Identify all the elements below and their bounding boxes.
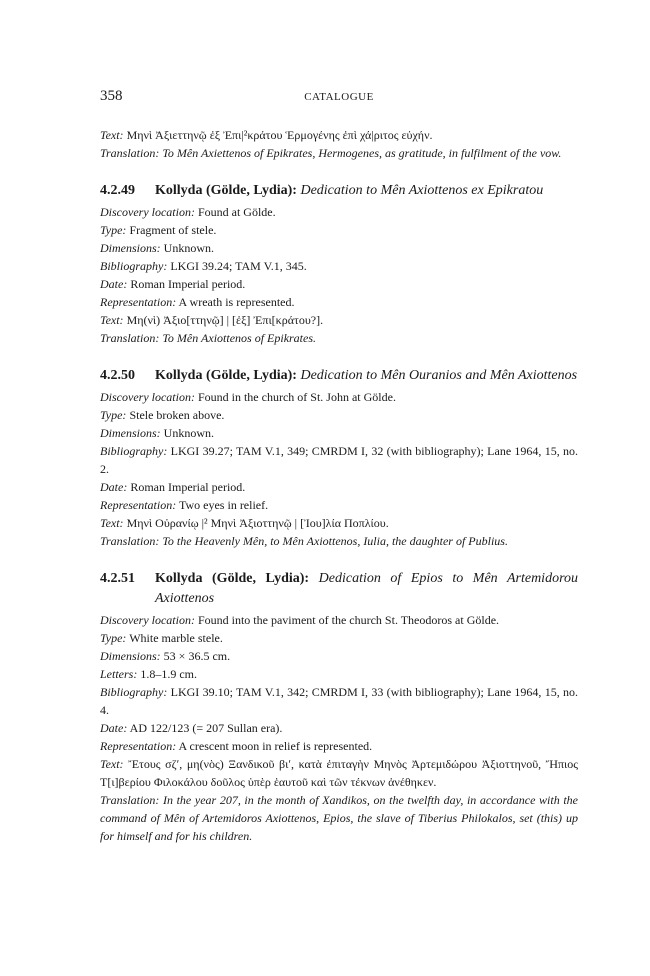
field-label: Text: (100, 516, 124, 530)
field-label: Text: (100, 128, 124, 142)
field-value: Found at Gölde. (197, 205, 276, 219)
entry-number: 4.2.50 (100, 368, 135, 383)
field-line (100, 611, 578, 629)
field-line (100, 442, 578, 478)
field-line (100, 275, 578, 293)
field-value: 1.8–1.9 cm. (140, 667, 198, 681)
field-label: Representation: (100, 739, 177, 753)
field-label: Translation: (100, 331, 160, 345)
entry-dedication: Dedication to Mên Axiottenos ex Epikratou (300, 183, 544, 198)
page-number: 358 (100, 88, 123, 104)
entry-place: Kollyda (Gölde, Lydia): (155, 571, 310, 586)
catalogue-page (100, 86, 578, 845)
field-line (100, 311, 578, 329)
field-value: Μη(νὶ) Ἀξιο[ττηνῷ] | [ἐξ] Ἐπι[κράτου?]. (126, 313, 324, 327)
field-label: Bibliography: (100, 685, 168, 699)
field-label: Letters: (100, 667, 138, 681)
field-label: Dimensions: (100, 426, 161, 440)
continued-entry (100, 126, 578, 162)
field-value: Μηνὶ Ἀξιεττηνῷ ἐξ Ἐπι|²κράτου Ἑρμογένης ἐπὶ χά|ριτος εὐχήν. (126, 128, 433, 142)
field-line (100, 329, 578, 347)
field-line (100, 406, 578, 424)
field-line (100, 257, 578, 275)
field-value: To Mên Axiottenos of Epikrates. (162, 331, 317, 345)
field-line (100, 203, 578, 221)
field-value: Found into the paviment of the church St. Theodoros at Gölde. (197, 613, 500, 627)
entry-place: Kollyda (Gölde, Lydia): (155, 183, 297, 198)
entry-dedication: Dedication of Epios to Mên Artemidorou Axiottenos (155, 571, 578, 606)
field-label: Translation: (100, 146, 160, 160)
field-label: Date: (100, 480, 128, 494)
field-value: To Mên Axiettenos of Epikrates, Hermogenes, as gratitude, in fulfilment of the vow. (162, 146, 562, 160)
field-value: White marble stele. (129, 631, 223, 645)
entry-number: 4.2.51 (100, 571, 135, 586)
field-label: Discovery location: (100, 390, 195, 404)
running-title: CATALOGUE (304, 91, 374, 103)
field-label: Dimensions: (100, 241, 161, 255)
field-value: Fragment of stele. (129, 223, 217, 237)
running-header (100, 86, 578, 108)
field-value: 53 × 36.5 cm. (163, 649, 231, 663)
field-label: Text: (100, 757, 124, 771)
field-label: Translation: (100, 534, 160, 548)
field-value: Roman Imperial period. (130, 480, 246, 494)
field-line (100, 221, 578, 239)
field-label: Text: (100, 313, 124, 327)
field-line (100, 496, 578, 514)
entry-dedication: Dedication to Mên Ouranios and Mên Axiottenos (300, 368, 578, 383)
field-label: Bibliography: (100, 259, 168, 273)
field-line (100, 737, 578, 755)
catalogue-entry (100, 366, 578, 550)
field-label: Type: (100, 631, 127, 645)
field-value: Roman Imperial period. (130, 277, 246, 291)
field-value: Ἔτους σζʹ, μη(νὸς) Ξανδικοῦ βιʹ, κατὰ ἐπιταγὴν Μηνὸς Ἀρτεμιδώρου Ἀξιοττηνοῦ, Ἤπιος Τ[ι]βερίου Φιλοκάλου δοῦλος ὑπὲρ ἑαυτοῦ καὶ τῶν τέκνων ἀνέθηκεν. (100, 757, 579, 789)
entry-place: Kollyda (Gölde, Lydia): (155, 368, 297, 383)
entry-title (155, 181, 578, 201)
field-label: Bibliography: (100, 444, 168, 458)
translation-line (100, 144, 578, 162)
field-label: Type: (100, 408, 127, 422)
entry-number: 4.2.49 (100, 183, 135, 198)
entry-heading (100, 569, 578, 609)
field-line (100, 683, 578, 719)
field-value: Unknown. (163, 426, 215, 440)
field-value: Found in the church of St. John at Gölde. (197, 390, 396, 404)
field-value: In the year 207, in the month of Xandikos, on the twelfth day, in accordance with the command of Mên of Artemidoros Axiottenos, Epios, the slave of Tiberius Philokalos, set (this) up for himself and for his children. (100, 793, 579, 843)
field-line (100, 755, 578, 791)
field-line (100, 629, 578, 647)
field-value: Two eyes in relief. (179, 498, 269, 512)
field-line (100, 532, 578, 550)
field-value: A crescent moon in relief is represented. (178, 739, 373, 753)
field-value: Μηνὶ Οὐρανίῳ |² Μηνὶ Ἀξιοττηνῷ | [Ἰου]λία Ποπλίου. (126, 516, 389, 530)
field-label: Representation: (100, 295, 177, 309)
field-label: Date: (100, 721, 128, 735)
field-label: Type: (100, 223, 127, 237)
field-line (100, 293, 578, 311)
field-label: Discovery location: (100, 205, 195, 219)
field-label: Discovery location: (100, 613, 195, 627)
field-line (100, 791, 578, 845)
catalogue-entry (100, 181, 578, 347)
field-value: LKGI 39.27; TAM V.1, 349; CMRDM I, 32 (with bibliography); Lane 1964, 15, no. 2. (100, 444, 579, 476)
catalogue-entry (100, 569, 578, 845)
field-line (100, 424, 578, 442)
field-label: Representation: (100, 498, 177, 512)
field-line (100, 719, 578, 737)
field-value: AD 122/123 (= 207 Sullan era). (129, 721, 283, 735)
field-line (100, 388, 578, 406)
field-value: To the Heavenly Mên, to Mên Axiottenos, Iulia, the daughter of Publius. (162, 534, 508, 548)
field-value: A wreath is represented. (178, 295, 295, 309)
field-line (100, 478, 578, 496)
field-value: Stele broken above. (129, 408, 225, 422)
field-label: Translation: (100, 793, 160, 807)
entry-title (155, 569, 578, 609)
field-line (100, 514, 578, 532)
field-value: LKGI 39.24; TAM V.1, 345. (170, 259, 307, 273)
field-line (100, 665, 578, 683)
entry-heading (100, 366, 578, 386)
field-label: Dimensions: (100, 649, 161, 663)
text-line (100, 126, 578, 144)
catalogue-entries (100, 181, 578, 845)
field-value: Unknown. (163, 241, 215, 255)
entry-heading (100, 181, 578, 201)
field-line (100, 239, 578, 257)
field-label: Date: (100, 277, 128, 291)
entry-title (155, 366, 578, 386)
field-value: LKGI 39.10; TAM V.1, 342; CMRDM I, 33 (with bibliography); Lane 1964, 15, no. 4. (100, 685, 579, 717)
field-line (100, 647, 578, 665)
